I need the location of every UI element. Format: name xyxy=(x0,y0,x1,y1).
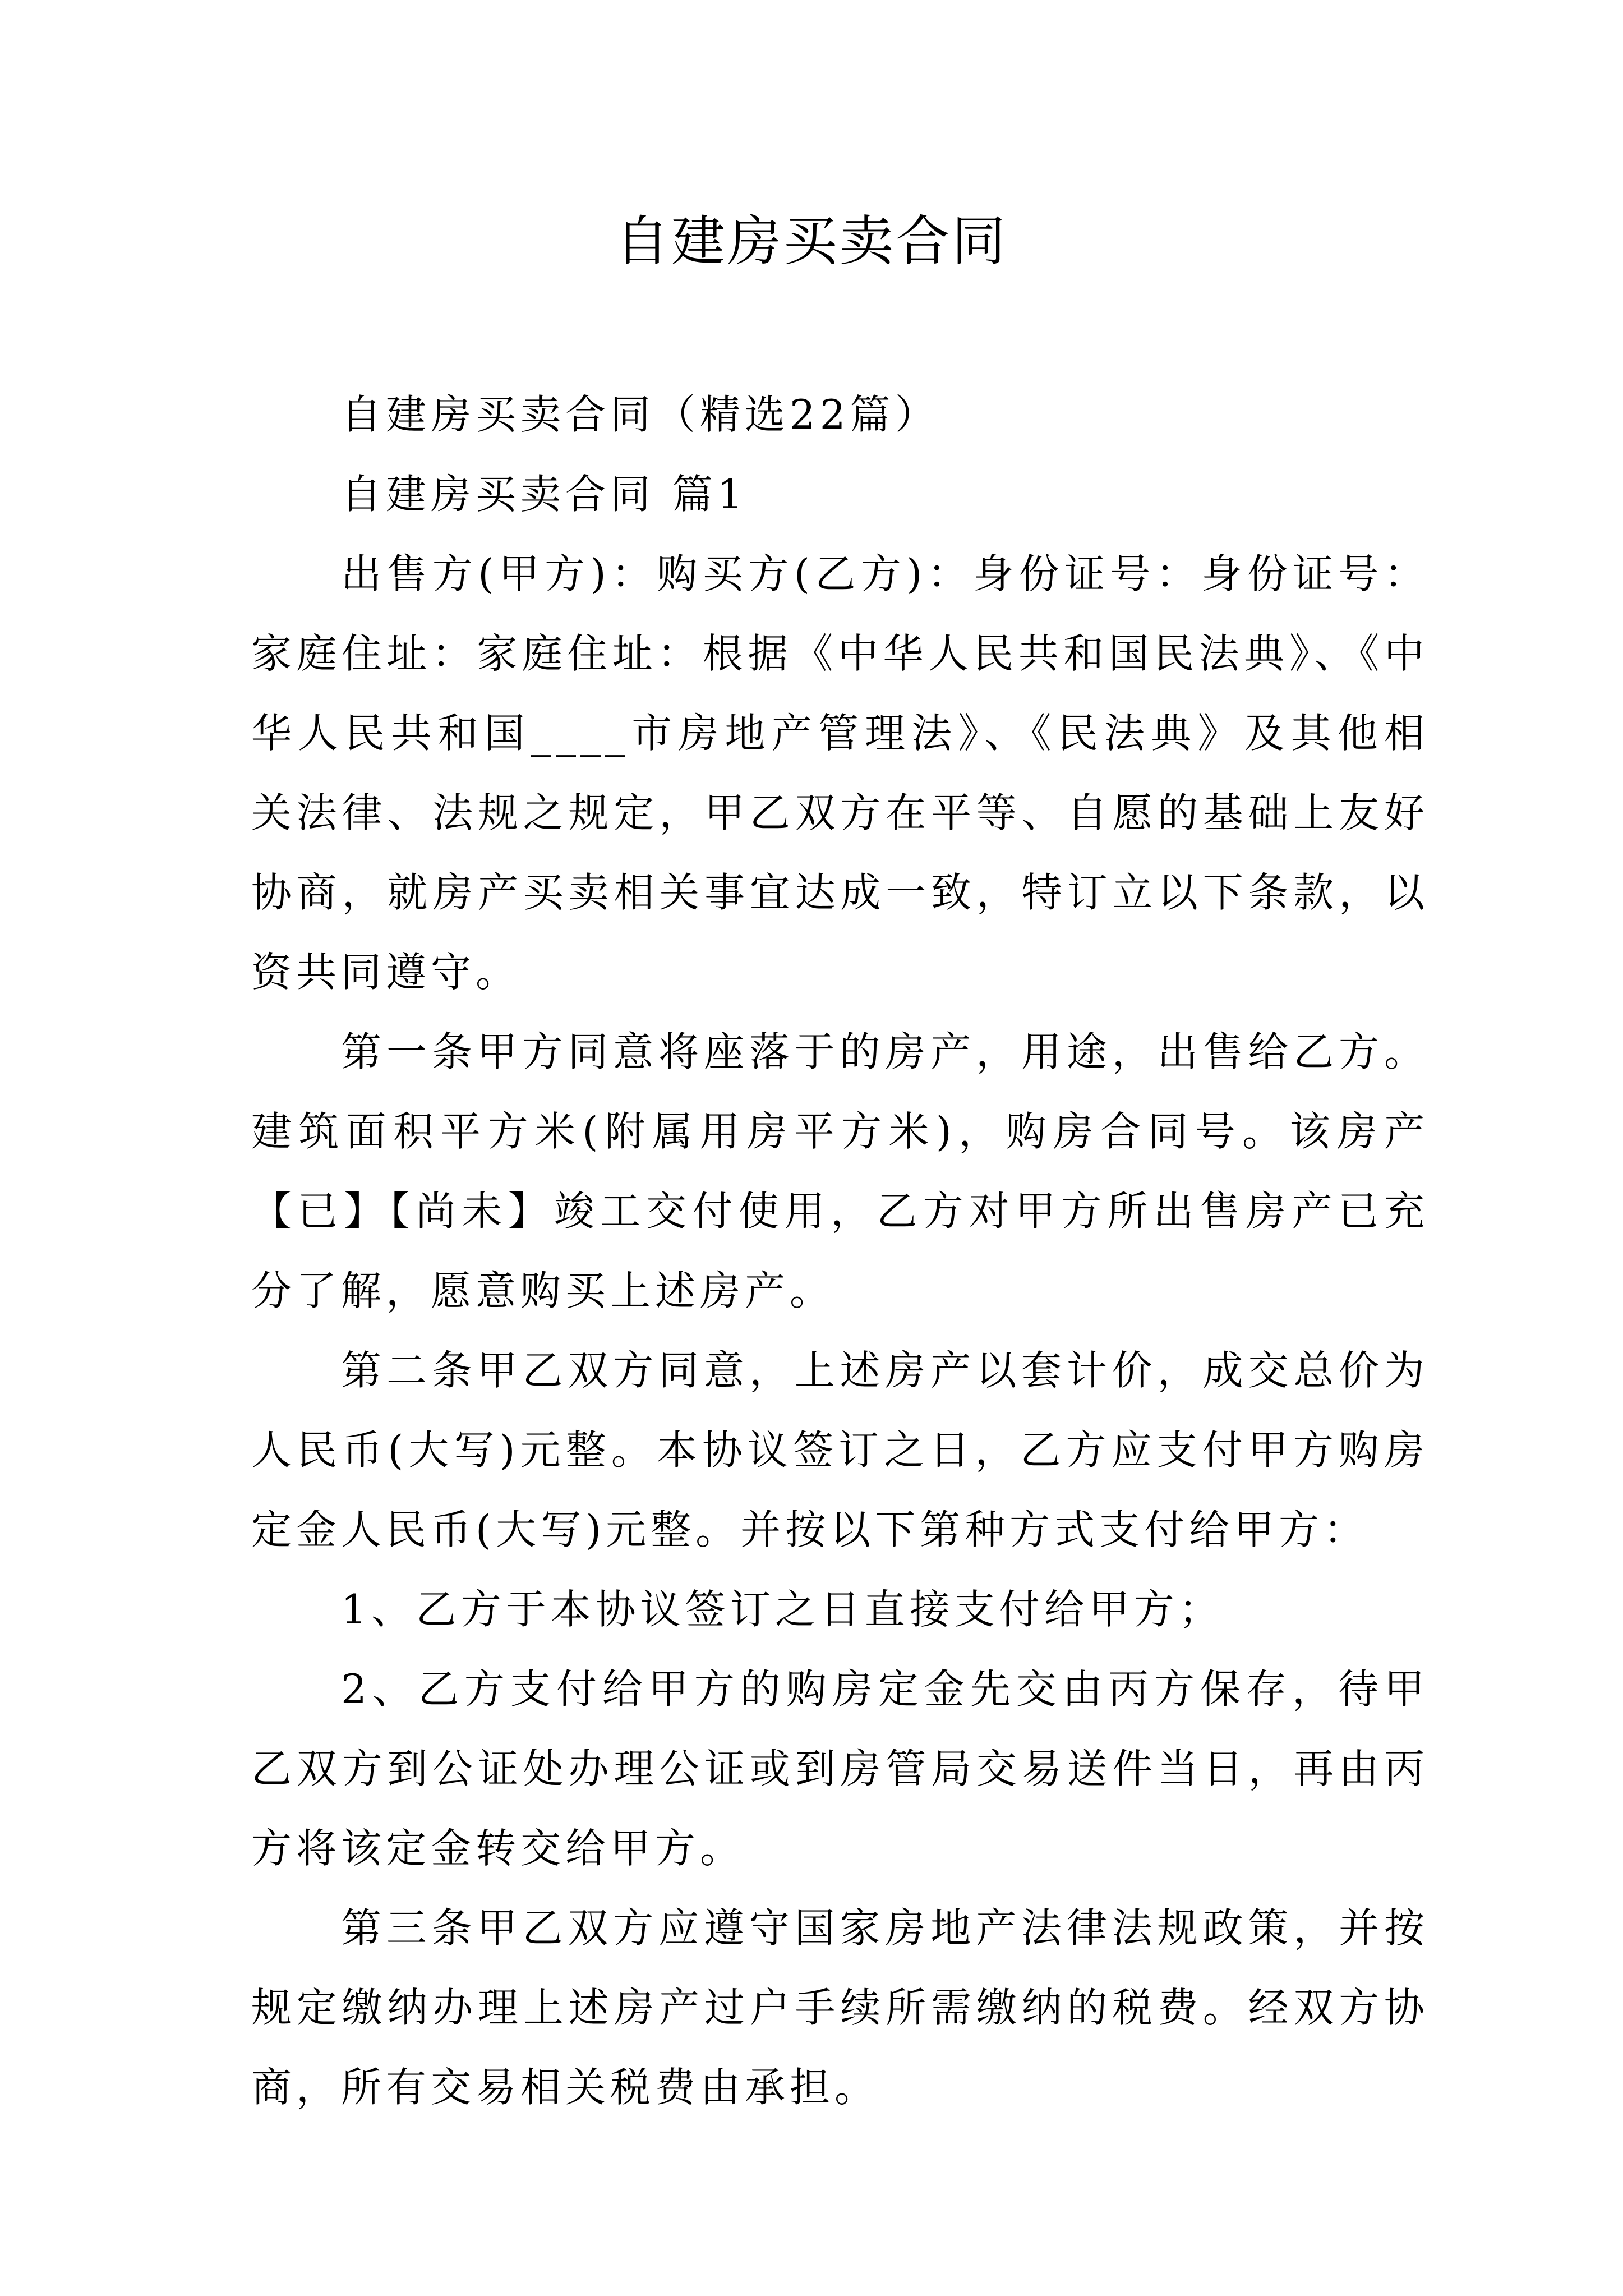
article-1-paragraph: 第一条甲方同意将座落于的房产，用途，出售给乙方。建筑面积平方米(附属用房平方米)，购房合同号。该房产【已】【尚未】竣工交付使用，乙方对甲方所出售房产已充分了解，愿意购买上述房产。 xyxy=(251,1028,1429,1314)
article-3-paragraph: 第三条甲乙双方应遵守国家房地产法律法规政策，并按规定缴纳办理上述房产过户手续所需缴纳的税费。经双方协商，所有交易相关税费由承担。 xyxy=(251,1904,1429,2111)
parties-paragraph: 出售方(甲方)：购买方(乙方)：身份证号：身份证号：家庭住址：家庭住址：根据《中华人民共和国民法典》、《中华人民共和国____市房地产管理法》、《民法典》及其他相关法律、法规之规定，甲乙双方在平等、自愿的基础上友好协商，就房产买卖相关事宜达成一致，特订立以下条款，以资共同遵守。 xyxy=(251,550,1429,996)
payment-option-1: 1、乙方于本协议签订之日直接支付给甲方； xyxy=(341,1586,1224,1633)
document-body xyxy=(251,375,1429,2127)
subtitle-paragraph: 自建房买卖合同（精选22篇） xyxy=(341,391,940,438)
payment-option-2: 2、乙方支付给甲方的购房定金先交由丙方保存，待甲乙双方到公证处办理公证或到房管局交易送件当日，再由丙方将该定金转交给甲方。 xyxy=(251,1665,1429,1872)
document-title: 自建房买卖合同 xyxy=(615,210,1008,273)
section-heading: 自建房买卖合同 篇1 xyxy=(341,471,748,518)
article-2-paragraph: 第二条甲乙双方同意，上述房产以套计价，成交总价为人民币(大写)元整。本协议签订之日，乙方应支付甲方购房定金人民币(大写)元整。并按以下第种方式支付给甲方： xyxy=(251,1347,1429,1553)
